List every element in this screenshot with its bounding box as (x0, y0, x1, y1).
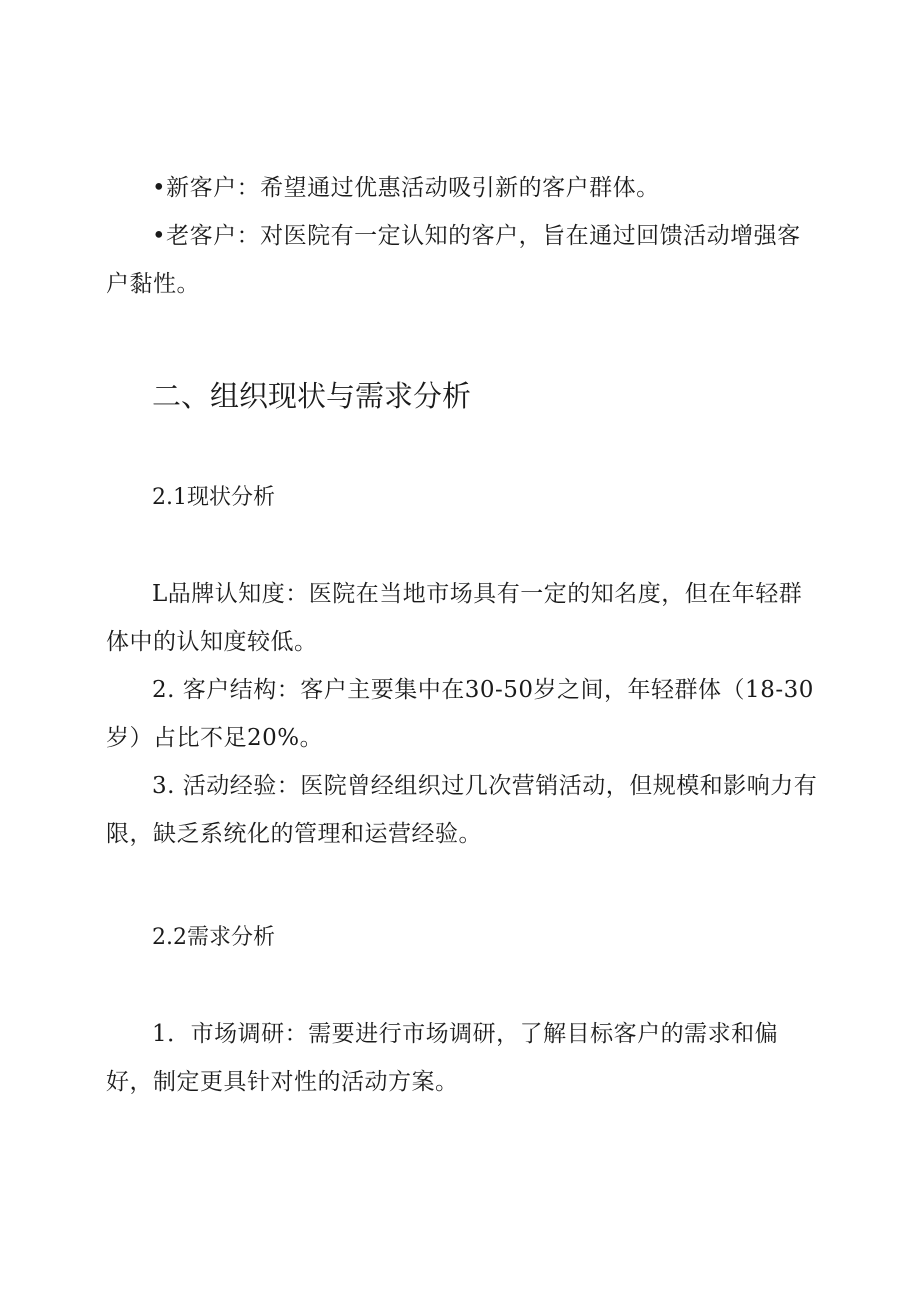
subsection-heading-status: 2.1现状分析 (152, 485, 275, 510)
status-item-activity-experience: 3. 活动经验：医院曾经组织过几次营销活动，但规模和影响力有限，缺乏系统化的管理和运营经验。 (106, 773, 818, 847)
status-item-customer-structure: 2. 客户结构：客户主要集中在30-50岁之间，年轻群体（18-30岁）占比不足20%。 (106, 677, 814, 751)
old-customer-paragraph: •老客户：对医院有一定认知的客户，旨在通过回馈活动增强客户黏性。 (106, 223, 801, 297)
needs-item-market-research: 1．市场调研：需要进行市场调研，了解目标客户的需求和偏好，制定更具针对性的活动方案。 (106, 1021, 779, 1095)
new-customer-paragraph: •新客户：希望通过优惠活动吸引新的客户群体。 (152, 175, 660, 201)
subsection-heading-needs: 2.2需求分析 (152, 925, 275, 950)
section-heading: 二、组织现状与需求分析 (152, 379, 472, 413)
status-item-brand-awareness: L品牌认知度：医院在当地市场具有一定的知名度，但在年轻群体中的认知度较低。 (106, 581, 803, 655)
